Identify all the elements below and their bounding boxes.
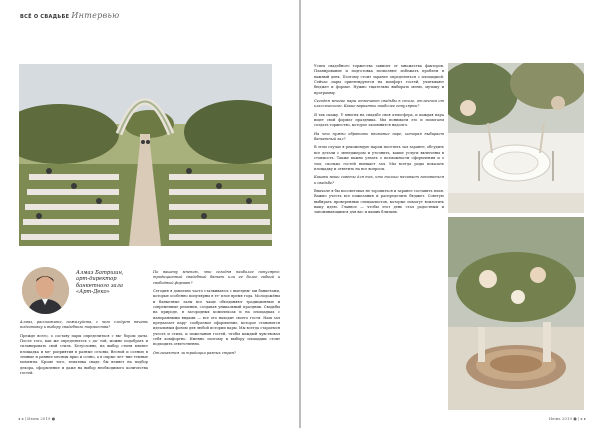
question-3: Отличаются ли традиции разных стран? — [153, 350, 236, 355]
floral-centerpiece-art — [448, 217, 584, 410]
right-column-text — [314, 64, 444, 219]
floral-centerpiece-photo — [448, 217, 584, 410]
answer-6: Вначале я бы посоветовал не торопиться и заранее составить план. Важно учесть все пожелания и распределить бюджет. Советую выбирать проверенных специалистов, которые помогут воплотить вашу идею. Главное — чтобы этот день стал радостным и запоминающимся для вас и ваших близких. — [314, 188, 444, 215]
question-1: Алмаз, расскажите, пожалуйста, с чего следует начать подготовку к выбору свадебного торжества? — [20, 320, 148, 330]
profile-role-2: банкетного зала — [76, 282, 124, 289]
table-setting-art — [448, 63, 584, 213]
middle-column-text — [153, 270, 280, 359]
profile-name: Алмаз Батршин, — [76, 270, 124, 276]
avatar — [22, 267, 69, 314]
table-setting-photo — [448, 63, 584, 213]
answer-1: Прежде всего, о составу пары определиться с вы- бором даты. После того, как же определитесь с да- той, можно подобрать и спланировать свой стиль. Безусловно, на выбор стиля влияет площадка и ме- роприятия в разные сезоны. Весной и осенью в земные и ранние месяцы ярко и сочно, а в сырые лет- ние темные моменты. Кроме того, тематика свадь- бы влияет на подбор декора, оформление и даже на выбор необходимого количества гостей. — [20, 333, 148, 376]
left-page — [0, 0, 299, 428]
interviewee-name — [76, 270, 151, 296]
ceremony-photo — [19, 64, 272, 246]
answer-4: Я так скажу. У многих на свадьбе своя атмосфера, и каждая пара ищет свой формат праздника. Мы понимаем это и помогаем создать торжество, которое запомнится надолго. — [314, 112, 444, 128]
ceremony-photo-art — [19, 64, 272, 246]
left-column-text — [20, 320, 148, 379]
brand-label: ВСЁ О СВАДЬБЕ — [20, 14, 70, 20]
footer-right: Июнь 2019 ● | ▸ ▸ — [548, 416, 586, 421]
question-6: Каковы ваши советы для тех, кто только начинает готовиться к свадьбе? — [314, 175, 444, 185]
question-2: По вашему мнению, что сегодня наиболее популярно: традиционный свадебный банкет или ее более гибкий и свободный формат? — [153, 270, 280, 285]
answer-5: В этом случае я рекомендую парам посетить зал заранее, обсудить все детали с менеджером и уточнить, какие услуги включены в стоимость. Также важно узнать о возможности оформления и о том, сколько гостей вмещает зал. Мы всегда рады показать площадку и ответить на все вопросы. — [314, 145, 444, 171]
footer-left: ◂ ◂ | Июнь 2019 ● — [18, 416, 56, 421]
magazine-header — [20, 11, 120, 20]
question-5: На что нужно обратить внимание паре, которая выбирает банкетный зал? — [314, 131, 444, 142]
portrait-art — [22, 267, 69, 314]
section-label: Интервью — [71, 11, 120, 20]
question-4: Сегодня многие пары отмечают свадьбы в стиле, отличном от классического. Какие варианты наиболее популярны? — [314, 99, 444, 109]
profile-venue: «Арт-Деко» — [76, 289, 110, 296]
answer-2: Сегодня я довольно часто сталкиваюсь с выездны- ми банкетами, которые особенно популярны в те- плое время года. Молодожёны и банкетные залы все чаще объединяют традиционные и современные решения, создавая уникальный праздник. Свадьбы на природе, в загородных комплексах и на площадках с панорамными видами — все это находит своего гостя. Наш зал предлагает пару- сообразное оформление, которое становится идеальным фоном для любой истории пары. Мы всегда стараемся учесть и стиль, и пожелания гостей, чтобы каждый чувствовал себя комфортно. Именно поэтому к выбору площадки стоит подходить ответственно. — [153, 289, 280, 347]
answer-3: Успех свадебного торжества зависит от множества факторов. Планирование и подготовка позволяют избежать проблем в важный день. Поэтому стоит заранее определиться с площадкой. Сейчас пары ориентируются на комфорт гостей, учитывают бюджет и формат. Нужно тщательно выбирать меню, музыку и программу. — [314, 64, 444, 95]
right-page — [301, 0, 600, 428]
profile-role-1: арт-директор — [76, 276, 117, 283]
